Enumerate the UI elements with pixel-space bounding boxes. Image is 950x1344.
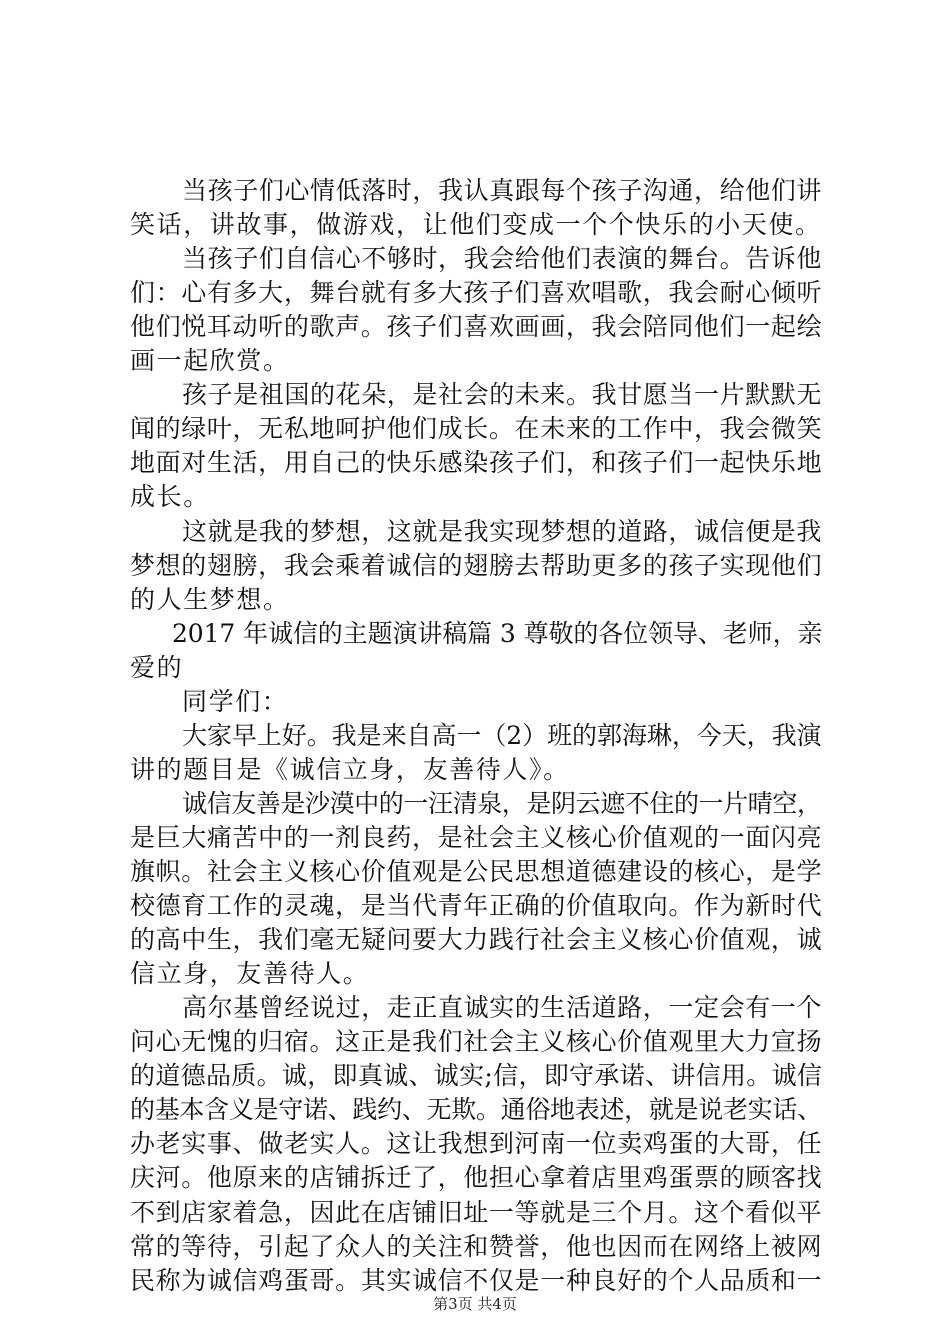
text-line: 地面对生活，用自己的快乐感染孩子们，和孩子们一起快乐地 (130, 448, 823, 478)
text-line: 高尔基曾经说过，走正直诚实的生活道路，一定会有一个 (182, 993, 823, 1023)
text-line: 们：心有多大，舞台就有多大孩子们喜欢唱歌，我会耐心倾听 (130, 278, 823, 308)
text-line: 的人生梦想。 (130, 584, 290, 614)
text-line: 不到店家着急，因此在店铺旧址一等就是三个月。这个看似平 (130, 1197, 823, 1227)
text-line: 常的等待，引起了众人的关注和赞誉，他也因而在网络上被网 (130, 1231, 823, 1261)
text-line: 信立身，友善待人。 (130, 959, 370, 989)
text-line: 同学们： (182, 686, 289, 716)
text-line: 的基本含义是守诺、践约、无欺。通俗地表述，就是说老实话、 (130, 1095, 822, 1125)
text-line: 闻的绿叶，无私地呵护他们成长。在未来的工作中，我会微笑 (130, 414, 823, 444)
text-line: 笑话，讲故事，做游戏，让他们变成一个个快乐的小天使。 (130, 210, 822, 240)
text-line: 是巨大痛苦中的一剂良药，是社会主义核心价值观的一面闪亮 (130, 822, 823, 852)
text-line: 大家早上好。我是来自高一（2）班的郭海琳，今天，我演 (182, 720, 822, 750)
text-line: 画一起欣赏。 (130, 346, 290, 376)
text-line: 校德育工作的灵魂，是当代青年正确的价值取向。作为新时代 (130, 891, 823, 921)
text-line: 讲的题目是《诚信立身，友善待人》。 (130, 754, 570, 784)
text-line: 旗帜。社会主义核心价值观是公民思想道德建设的核心，是学 (130, 857, 823, 886)
text-line: 当孩子们自信心不够时，我会给他们表演的舞台。告诉他 (182, 244, 823, 274)
text-line: 诚信友善是沙漠中的一汪清泉，是阴云遮不住的一片晴空， (182, 788, 822, 818)
text-line: 的道德品质。诚，即真诚、诚实;信，即守承诺、讲信用。诚信 (130, 1061, 823, 1091)
text-line: 办老实事、做老实人。这让我想到河南一位卖鸡蛋的大哥，任 (130, 1129, 823, 1159)
text-line: 他们悦耳动听的歌声。孩子们喜欢画画，我会陪同他们一起绘 (130, 312, 823, 342)
text-line: 当孩子们心情低落时，我认真跟每个孩子沟通，给他们讲 (182, 176, 823, 205)
section-heading-line: 2017 年诚信的主题演讲稿篇 3 尊敬的各位领导、老师，亲 (172, 618, 823, 648)
text-line: 爱的 (130, 652, 184, 682)
text-line: 这就是我的梦想，这就是我实现梦想的道路，诚信便是我 (182, 516, 823, 546)
text-line: 民称为诚信鸡蛋哥。其实诚信不仅是一种良好的个人品质和一 (130, 1265, 823, 1295)
page-number-label: 第3页 共4页 (433, 1295, 517, 1313)
text-line: 成长。 (130, 482, 210, 512)
text-line: 问心无愧的归宿。这正是我们社会主义核心价值观里大力宣扬 (130, 1027, 823, 1057)
text-line: 的高中生，我们毫无疑问要大力践行社会主义核心价值观，诚 (130, 925, 823, 955)
text-line: 梦想的翅膀，我会乘着诚信的翅膀去帮助更多的孩子实现他们 (130, 550, 823, 580)
text-line: 孩子是祖国的花朵，是社会的未来。我甘愿当一片默默无 (182, 380, 823, 410)
text-line: 庆河。他原来的店铺拆迁了，他担心拿着店里鸡蛋票的顾客找 (130, 1163, 823, 1193)
page-footer (0, 1293, 950, 1314)
